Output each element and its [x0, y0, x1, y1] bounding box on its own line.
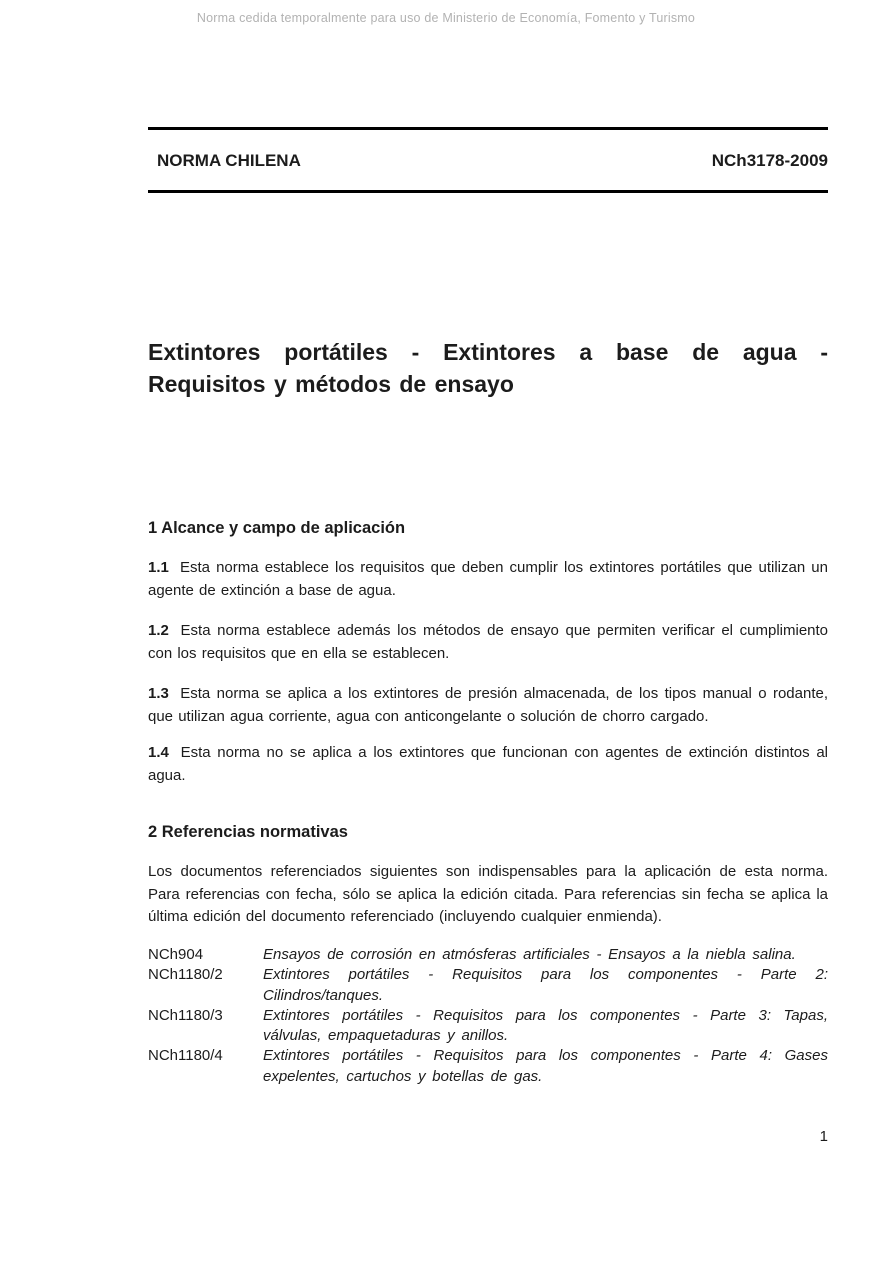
document-title-line-1: Extintores portátiles - Extintores a base de agua - — [148, 339, 828, 365]
reference-title: Ensayos de corrosión en atmósferas artificiales - Ensayos a la niebla salina. — [263, 946, 796, 963]
paragraph-1-3 — [148, 683, 828, 728]
paragraph-1-2-number: 1.2 — [148, 622, 169, 639]
paragraph-2-intro: Los documentos referenciados siguientes son indispensables para la aplicación de esta norma. Para referencias con fecha, sólo se aplica la edición citada. Para referencias sin fecha se aplica la última edición del documento referenciado (incluyendo cualquier enmienda). — [148, 863, 828, 925]
section-2-heading: 2 Referencias normativas — [148, 823, 348, 841]
header-top-rule — [148, 127, 828, 130]
paragraph-1-1 — [148, 557, 828, 602]
reference-code: NCh1180/4 — [148, 1047, 223, 1065]
norm-code-label: NCh3178-2009 — [711, 151, 828, 170]
reference-item — [148, 945, 828, 965]
reference-code: NCh1180/3 — [148, 1006, 223, 1024]
reference-title: Extintores portátiles - Requisitos para los componentes - Parte 4: Gases expelentes, cartuchos y botellas de gas. — [263, 1047, 828, 1085]
header-bottom-rule — [148, 190, 828, 193]
references-list — [148, 945, 828, 1087]
reference-item — [148, 1046, 828, 1087]
paragraph-1-4-text: Esta norma no se aplica a los extintores que funcionan con agentes de extinción distintos al agua. — [148, 744, 829, 784]
document-title-line-2: Requisitos y métodos de ensayo — [148, 371, 514, 397]
norm-type-label: NORMA CHILENA — [157, 151, 301, 170]
paragraph-1-1-text: Esta norma establece los requisitos que deben cumplir los extintores portátiles que utilizan un agente de extinción a base de agua. — [148, 559, 828, 599]
reference-code: NCh1180/2 — [148, 966, 223, 984]
paragraph-1-2-text: Esta norma establece además los métodos de ensayo que permiten verificar el cumplimiento con los requisitos que en ella se establecen. — [148, 622, 829, 662]
document-header — [148, 151, 828, 171]
paragraph-1-4 — [148, 742, 828, 787]
paragraph-1-3-text: Esta norma se aplica a los extintores de presión almacenada, de los tipos manual o rodante, que utilizan agua corriente, agua con anticongelante o solución de chorro cargado. — [148, 685, 828, 725]
reference-code: NCh904 — [148, 946, 204, 963]
paragraph-1-3-number: 1.3 — [148, 685, 169, 702]
paragraph-1-1-number: 1.1 — [148, 559, 169, 576]
paragraph-1-4-number: 1.4 — [148, 744, 169, 761]
reference-item — [148, 965, 828, 1006]
reference-title: Extintores portátiles - Requisitos para los componentes - Parte 3: Tapas, válvulas, empaquetaduras y anillos. — [263, 1006, 828, 1045]
section-1-heading: 1 Alcance y campo de aplicación — [148, 519, 406, 537]
watermark-text: Norma cedida temporalmente para uso de Ministerio de Economía, Fomento y Turismo — [196, 11, 696, 25]
document-title — [148, 336, 828, 400]
paragraph-1-2 — [148, 620, 828, 665]
reference-item — [148, 1006, 828, 1047]
page-number: 1 — [819, 1128, 828, 1145]
page-content — [148, 0, 828, 1263]
reference-title: Extintores portátiles - Requisitos para los componentes - Parte 2: Cilindros/tanques. — [263, 966, 828, 1004]
